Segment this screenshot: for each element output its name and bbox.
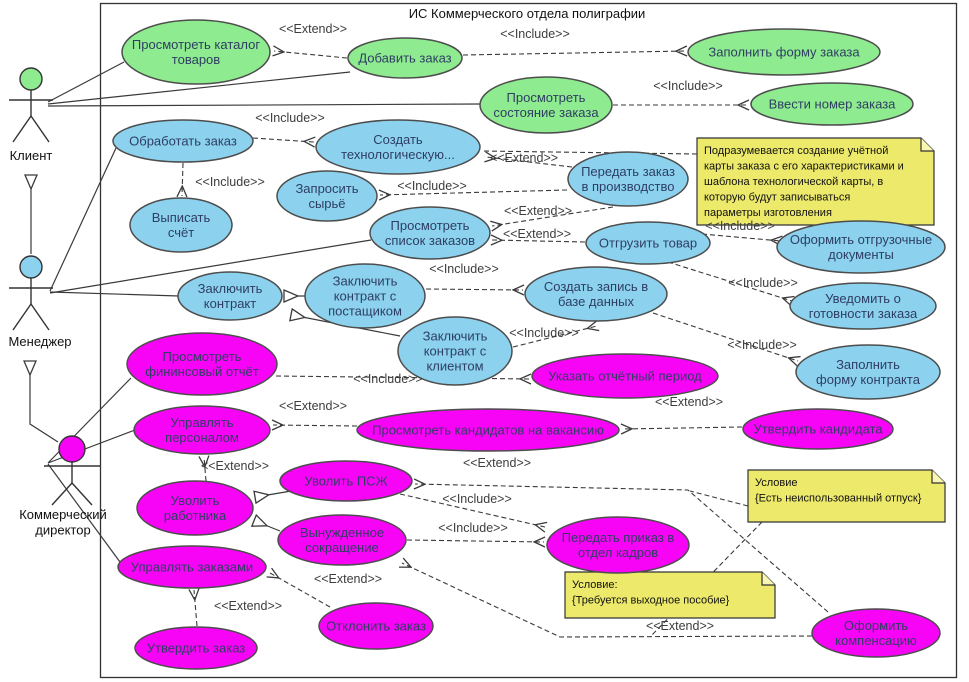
diagram-title: ИС Коммерческого отдела полиграфии: [408, 6, 646, 21]
usecase-label-reject-order: Отклонить заказ: [326, 618, 426, 634]
actor-manager[interactable]: [9, 256, 53, 330]
usecase-label-process-order: Обработать заказ: [129, 133, 237, 149]
usecase-label-forced-reduction: Вынужденное сокращение: [299, 525, 385, 555]
stereotype-label-include-process-invoice: <<Include>>: [195, 175, 265, 189]
actor-leg-left-client: [13, 116, 31, 142]
stereotype-label-include-process-tech: <<Include>>: [255, 111, 325, 125]
stereotype-label-extend-production-tech: <<Extend>>: [489, 151, 559, 165]
stereotype-label-include-ship-notify: <<Include>>: [728, 276, 798, 290]
association-client-view-order-status: [48, 104, 481, 106]
usecase-label-add-order: Добавить заказ: [358, 50, 452, 66]
stereotype-label-include-finreport-period: <<Include>>: [353, 372, 423, 386]
note-unused-vacation-fold-icon: [932, 470, 945, 483]
dependency-include-process-invoice: [182, 163, 183, 196]
usecase-label-conclude-contract: Заключить контракт: [197, 281, 263, 311]
actor-leg-right-manager: [31, 304, 49, 330]
usecase-label-manage-staff: Управлять персоналом: [165, 415, 239, 445]
usecase-label-view-order-list: Просмотреть список заказов: [384, 218, 476, 248]
actor-leg-left-commercial-director: [52, 483, 72, 505]
dependency-include-add-order-form: [463, 51, 686, 55]
generalization-forced-reduction-isa: [255, 521, 280, 531]
usecase-label-enter-order-number: Ввести номер заказа: [768, 96, 896, 112]
actor-leg-left-manager: [13, 304, 31, 330]
dependency-include-reduction-hr: [407, 540, 544, 542]
usecase-label-browse-catalog: Просмотреть каталог товаров: [131, 37, 261, 67]
actor-head-client: [20, 68, 42, 90]
dependency-include-dbrecord-contractform: [653, 313, 798, 361]
stereotype-label-extend-compensation-voluntary: <<Extend>>: [462, 456, 532, 470]
stereotype-label-extend-compensation-reduction: <<Extend>>: [645, 619, 715, 633]
stereotype-label-include-clientcontract-dbrecord: <<Include>>: [509, 326, 579, 340]
association-client-browse-catalog: [48, 62, 124, 102]
note-severance-text: Условие: {Требуется выходное пособие}: [572, 579, 730, 607]
usecase-label-contract-with-supplier: Заключить контракт с постащиком: [328, 273, 402, 319]
usecase-label-fill-contract-form: Заполнить форму контракта: [816, 357, 920, 387]
stereotype-label-extend-approveorder-manage: <<Extend>>: [213, 599, 283, 613]
usecase-label-view-candidates: Просмотреть кандидатов на вакансию: [372, 422, 604, 438]
note-severance-fold-icon: [762, 572, 775, 585]
stereotype-label-include-ship-docs: <<Include>>: [705, 219, 775, 233]
usecase-label-approve-candidate: Утвердить кандидата: [753, 421, 883, 437]
dependency-include-ship-docs: [702, 234, 781, 241]
stereotype-label-include-dbrecord-contractform: <<Include>>: [727, 338, 797, 352]
note-unused-vacation-text: Условие {Есть неиспользованный отпуск}: [755, 477, 922, 505]
usecase-label-approve-order: Утвердить заказ: [146, 640, 246, 656]
actor-label-client: Клиент: [9, 148, 53, 163]
usecase-label-arrange-compensation: Оформить компенсацию: [835, 618, 917, 648]
stereotype-label-include-supplier-dbrecord: <<Include>>: [429, 262, 499, 276]
actor-client[interactable]: [9, 68, 53, 142]
association-manager-conclude-contract: [50, 292, 179, 296]
usecase-label-notify-order-ready: Уведомить о готовности заказа: [808, 291, 918, 321]
usecase-label-fire-employee: Уволить работника: [163, 493, 227, 523]
anchor-note-vacation: [690, 491, 748, 506]
stereotype-label-extend-add-order-catalog: <<Extend>>: [278, 22, 348, 36]
generalization-director-isa-manager: [30, 362, 58, 442]
actor-head-commercial-director: [59, 436, 85, 462]
stereotype-label-extend-approve-candidates: <<Extend>>: [654, 395, 724, 409]
stereotype-label-extend-candidates-staff: <<Extend>>: [278, 399, 348, 413]
actor-label-commercial-director: Коммерческий директор: [19, 507, 107, 538]
usecase-label-contract-with-client: Заключить контракт с клиентом: [422, 328, 488, 374]
dependency-include-supplier-dbrecord: [426, 289, 523, 290]
usecase-label-fill-order-form: Заполнить форму заказа: [708, 44, 860, 60]
stereotype-label-include-production-materials: <<Include>>: [397, 179, 467, 193]
actor-label-manager: Менеджер: [8, 334, 72, 349]
dependency-include-process-tech: [253, 138, 314, 142]
stereotype-label-extend-reject-manage: <<Extend>>: [313, 572, 383, 586]
usecase-label-send-to-production: Передать заказ в производство: [581, 164, 675, 194]
usecase-label-create-db-record: Создать запись в базе данных: [543, 279, 649, 309]
usecase-label-request-materials: Запросить сырьё: [295, 181, 359, 211]
usecase-label-fire-voluntary: Уволить ПСЖ: [304, 473, 388, 489]
stereotype-label-extend-fire-staff: <<Extend>>: [200, 459, 270, 473]
dependency-extend-candidates-staff: [273, 425, 357, 426]
stereotype-label-include-reduction-hr: <<Include>>: [438, 521, 508, 535]
stereotype-label-include-add-order-form: <<Include>>: [500, 27, 570, 41]
dependency-extend-add-order-catalog: [274, 51, 347, 58]
usecase-label-create-tech-card: Создать технологическую...: [341, 132, 455, 162]
usecase-label-send-order-to-hr: Передать приказ в отдел кадров: [561, 530, 675, 560]
dependency-extend-approveorder-manage: [194, 590, 197, 626]
stereotype-label-include-status-number: <<Include>>: [653, 79, 723, 93]
actor-head-manager: [20, 256, 42, 278]
usecase-label-set-report-period: Указать отчётный период: [548, 368, 702, 384]
usecase-label-manage-orders: Управлять заказами: [130, 559, 254, 575]
stereotype-label-include-voluntary-hr: <<Include>>: [442, 492, 512, 506]
usecase-label-view-order-status: Просмотреть состояние заказа: [493, 90, 599, 120]
dependency-extend-approve-candidates: [622, 427, 742, 429]
usecase-label-ship-goods: Отгрузить товар: [598, 235, 698, 251]
actor-leg-right-client: [31, 116, 49, 142]
usecase-label-prepare-shipping-docs: Оформить отгрузочные документы: [789, 232, 933, 262]
association-manager-process-order: [50, 148, 116, 291]
note-tech-card-text: Подразумевается создание учётной карты заказа с его характеристиками и шаблона технологической карты, в которую будут записываться параметры изготовления: [704, 145, 904, 219]
stereotype-label-extend-ship-orderlist: <<Extend>>: [502, 227, 572, 241]
stereotype-label-extend-production-orderlist: <<Extend>>: [503, 204, 573, 218]
usecase-label-view-financial-report: Просмотреть фининсовый отчёт: [145, 349, 259, 379]
usecase-label-issue-invoice: Выписать счёт: [151, 210, 211, 240]
